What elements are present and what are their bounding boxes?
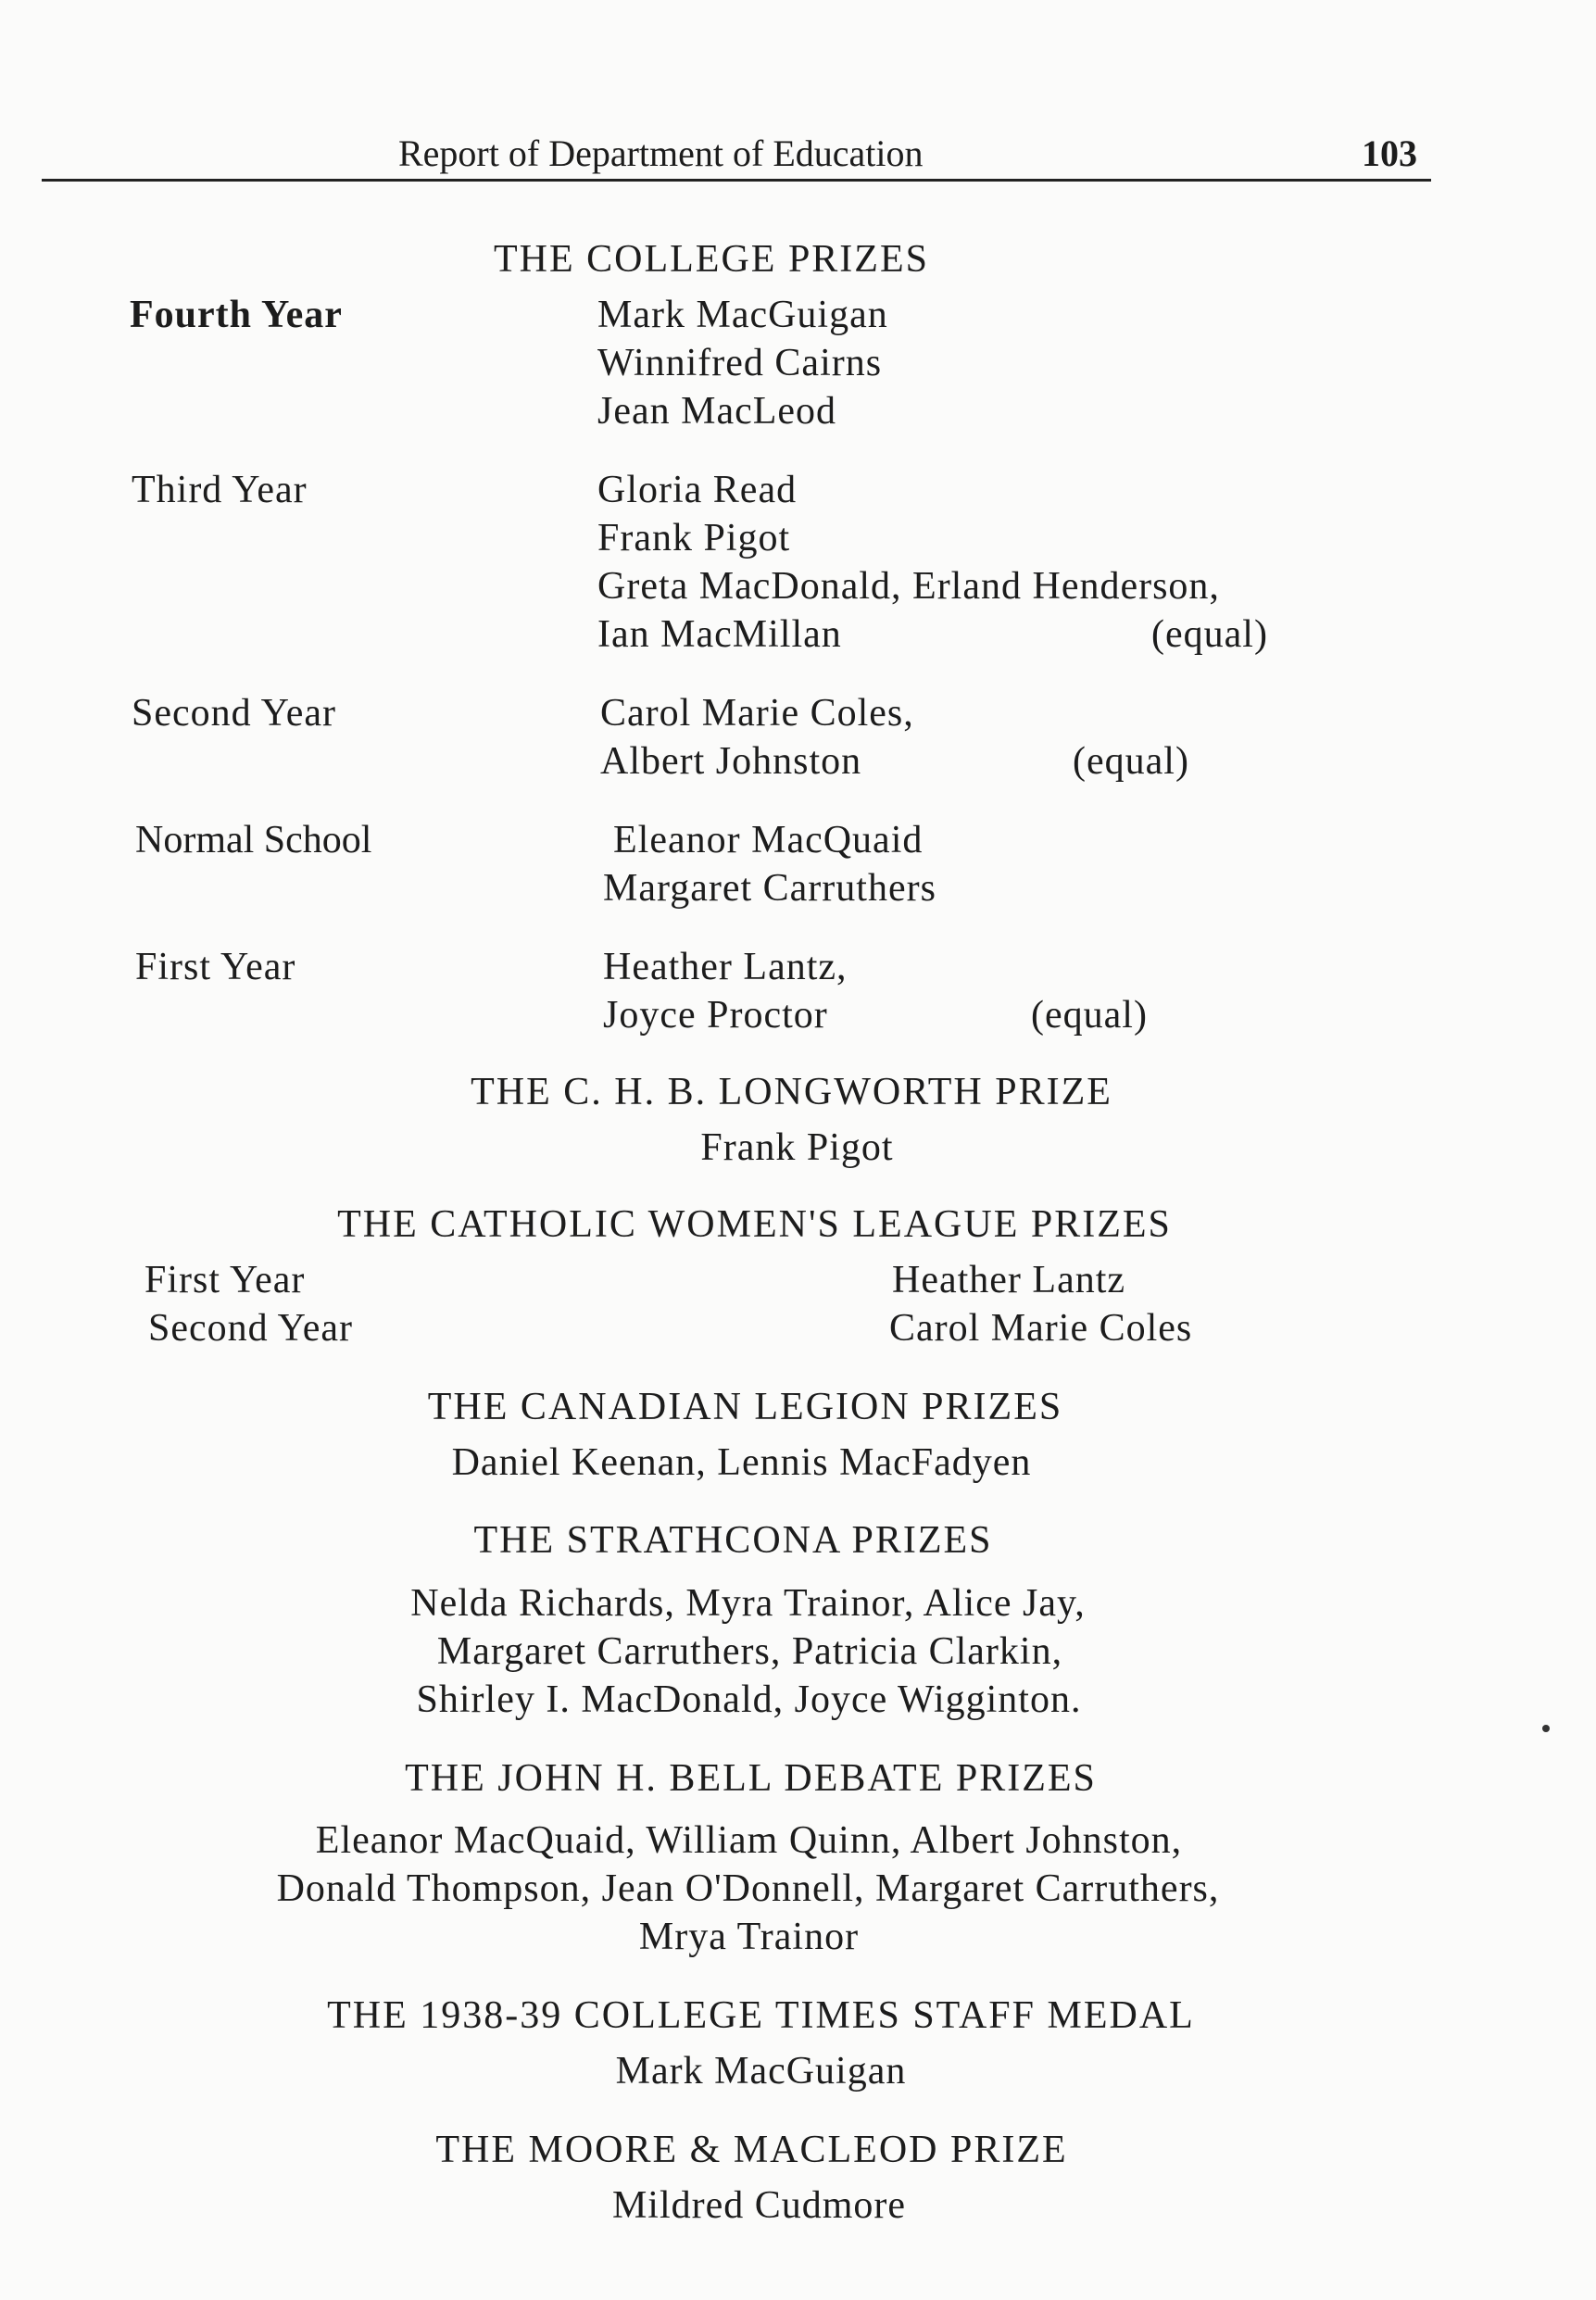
times-winner: Mark MacGuigan [615,2050,907,2093]
first-year-name-2: Joyce Proctor [603,994,828,1037]
bell-line-1: Eleanor MacQuaid, William Quinn, Albert Johnston, [315,1819,1183,1862]
cwl-second-year-winner: Carol Marie Coles [889,1307,1193,1350]
bell-line-2: Donald Thompson, Jean O'Donnell, Margaret Carruthers, [276,1867,1220,1910]
fourth-year-name-2: Winnifred Cairns [597,342,883,384]
third-year-name-1: Gloria Read [597,469,798,511]
third-year-label: Third Year [132,469,308,511]
fourth-year-name-1: Mark MacGuigan [597,294,888,336]
cwl-first-year-winner: Heather Lantz [892,1259,1126,1301]
normal-school-label: Normal School [135,819,372,861]
bell-line-3: Mrya Trainor [638,1916,860,1958]
normal-school-name-1: Eleanor MacQuaid [613,819,924,861]
moore-winner: Mildred Cudmore [611,2184,907,2227]
page-number: 103 [1362,132,1417,174]
fourth-year-name-3: Jean MacLeod [597,390,837,433]
moore-title: THE MOORE & MACLEOD PRIZE [435,2129,1068,2171]
second-year-name-2: Albert Johnston [600,740,862,783]
longworth-winner: Frank Pigot [700,1126,894,1169]
stray-ink-dot [1542,1725,1550,1732]
strathcona-line-1: Nelda Richards, Myra Trainor, Alice Jay, [410,1582,1086,1625]
strathcona-title: THE STRATHCONA PRIZES [473,1519,993,1562]
first-year-equal: (equal) [1031,994,1148,1037]
legion-title: THE CANADIAN LEGION PRIZES [427,1386,1063,1428]
third-year-name-2: Frank Pigot [597,517,791,559]
second-year-equal: (equal) [1073,740,1189,783]
longworth-title: THE C. H. B. LONGWORTH PRIZE [471,1071,1112,1113]
running-header: Report of Department of Education [398,132,924,174]
cwl-title: THE CATHOLIC WOMEN'S LEAGUE PRIZES [337,1203,1172,1246]
fourth-year-label: Fourth Year [130,294,343,336]
third-year-name-4: Ian MacMillan [597,613,842,656]
second-year-label: Second Year [132,692,336,735]
first-year-name-1: Heather Lantz, [603,946,848,988]
cwl-first-year-label: First Year [145,1259,306,1301]
third-year-equal: (equal) [1151,613,1268,656]
second-year-name-1: Carol Marie Coles, [600,692,914,735]
strathcona-line-3: Shirley I. MacDonald, Joyce Wigginton. [416,1678,1082,1721]
legion-winners: Daniel Keenan, Lennis MacFadyen [451,1441,1032,1484]
times-title: THE 1938-39 COLLEGE TIMES STAFF MEDAL [327,1994,1195,2037]
college-prizes-title: THE COLLEGE PRIZES [494,238,929,281]
strathcona-line-2: Margaret Carruthers, Patricia Clarkin, [436,1630,1063,1673]
third-year-name-3: Greta MacDonald, Erland Henderson, [597,565,1220,608]
bell-title: THE JOHN H. BELL DEBATE PRIZES [405,1757,1097,1800]
cwl-second-year-label: Second Year [148,1307,353,1350]
header-rule [42,179,1431,182]
normal-school-name-2: Margaret Carruthers [603,867,936,910]
first-year-label: First Year [135,946,296,988]
